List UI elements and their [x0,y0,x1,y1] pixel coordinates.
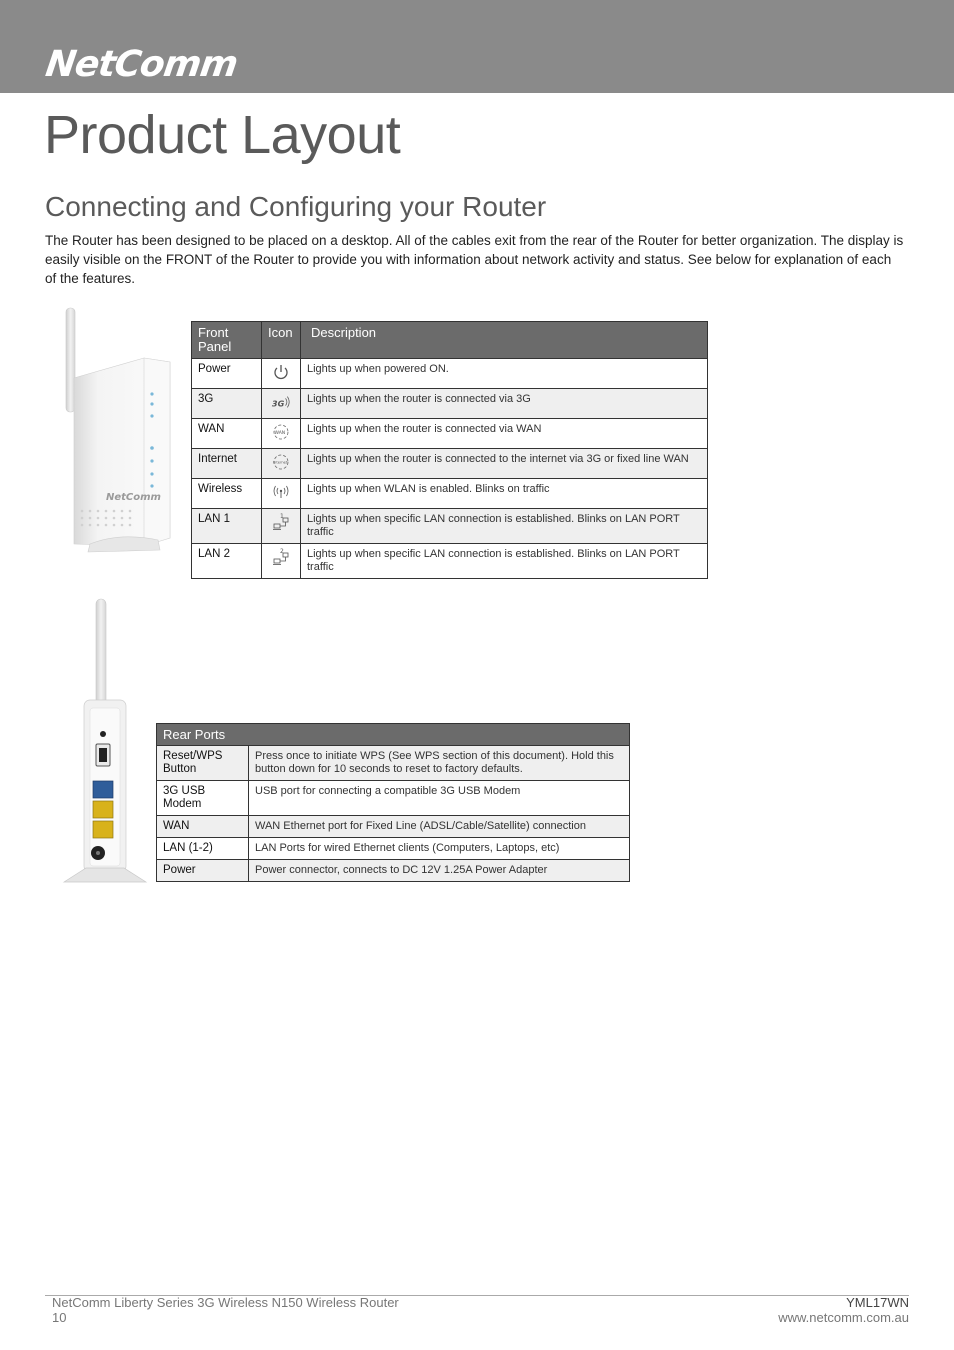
table-row [157,746,630,781]
router-rear-image [58,596,153,886]
row-description: Press once to initiate WPS (See WPS section of this document). Hold this button down for 10 seconds to reset to factory defaults. [249,746,630,781]
table-row [157,838,630,860]
router-logo-text: NetComm [106,492,161,503]
section-title: Connecting and Configuring your Router [45,191,547,222]
row-description: USB port for connecting a compatible 3G USB Modem [249,781,630,816]
rear-table-header-row [157,724,630,746]
front-table-header-row [192,322,708,359]
rear-ports-table [156,723,630,882]
table-row [157,781,630,816]
row-name: LAN 2 [192,544,262,579]
table-row [192,359,708,389]
footer-model: YML17WN [846,1295,909,1310]
front-panel-column-header: Front Panel [192,322,262,359]
3g-icon [271,392,291,412]
svg-text:Internet: Internet [273,460,288,465]
row-name: Reset/WPS Button [157,746,249,781]
svg-text:2: 2 [280,548,284,555]
table-row [157,860,630,882]
row-name: Wireless [192,479,262,509]
row-description: Power connector, connects to DC 12V 1.25A Power Adapter [249,860,630,882]
table-row [192,389,708,419]
footer-product-name: NetComm Liberty Series 3G Wireless N150 Wireless Router [52,1295,399,1310]
table-row [192,479,708,509]
row-description: Lights up when specific LAN connection is established. Blinks on LAN PORT traffic [301,544,708,579]
row-description: Lights up when powered ON. [301,359,708,389]
footer-website-link[interactable]: www.netcomm.com.au [778,1310,909,1325]
front-panel-table [191,321,708,579]
power-icon [271,362,291,382]
table-row [192,544,708,579]
row-description: LAN Ports for wired Ethernet clients (Computers, Laptops, etc) [249,838,630,860]
row-description: Lights up when the router is connected via 3G [301,389,708,419]
lan2-icon [271,547,291,567]
svg-text:1: 1 [280,513,284,520]
internet-icon [271,452,291,472]
row-description: Lights up when the router is connected via WAN [301,419,708,449]
row-name: Power [157,860,249,882]
intro-paragraph: The Router has been designed to be placed on a desktop. All of the cables exit from the rear of the Router for better organization. The display is easily visible on the FRONT of the Router to provide you with information about network activity and status. See below for explanation of each of the features. [45,233,904,286]
svg-text:WAN: WAN [274,431,286,436]
row-description: Lights up when specific LAN connection is established. Blinks on LAN PORT traffic [301,509,708,544]
lan1-icon [271,512,291,532]
wireless-icon [271,482,291,502]
row-name: 3G [192,389,262,419]
rear-ports-header: Rear Ports [157,724,630,746]
footer-right [778,1295,909,1325]
row-description: Lights up when WLAN is enabled. Blinks on traffic [301,479,708,509]
row-description: Lights up when the router is connected to the internet via 3G or fixed line WAN [301,449,708,479]
table-row [192,419,708,449]
table-row [192,449,708,479]
page-title: Product Layout [44,105,401,165]
description-column-header: Description [301,322,708,359]
footer-left [52,1295,399,1325]
row-name: WAN [157,816,249,838]
row-name: LAN 1 [192,509,262,544]
wan-icon [271,422,291,442]
row-name: LAN (1-2) [157,838,249,860]
footer-page-number: 10 [52,1310,67,1325]
row-name: Power [192,359,262,389]
table-row [192,509,708,544]
svg-text:3G: 3G [271,398,285,409]
row-description: WAN Ethernet port for Fixed Line (ADSL/Cable/Satellite) connection [249,816,630,838]
row-name: 3G USB Modem [157,781,249,816]
row-name: Internet [192,449,262,479]
netcomm-logo: NetComm [43,44,240,85]
router-front-image [60,306,180,556]
icon-column-header: Icon [262,322,301,359]
row-name: WAN [192,419,262,449]
table-row [157,816,630,838]
